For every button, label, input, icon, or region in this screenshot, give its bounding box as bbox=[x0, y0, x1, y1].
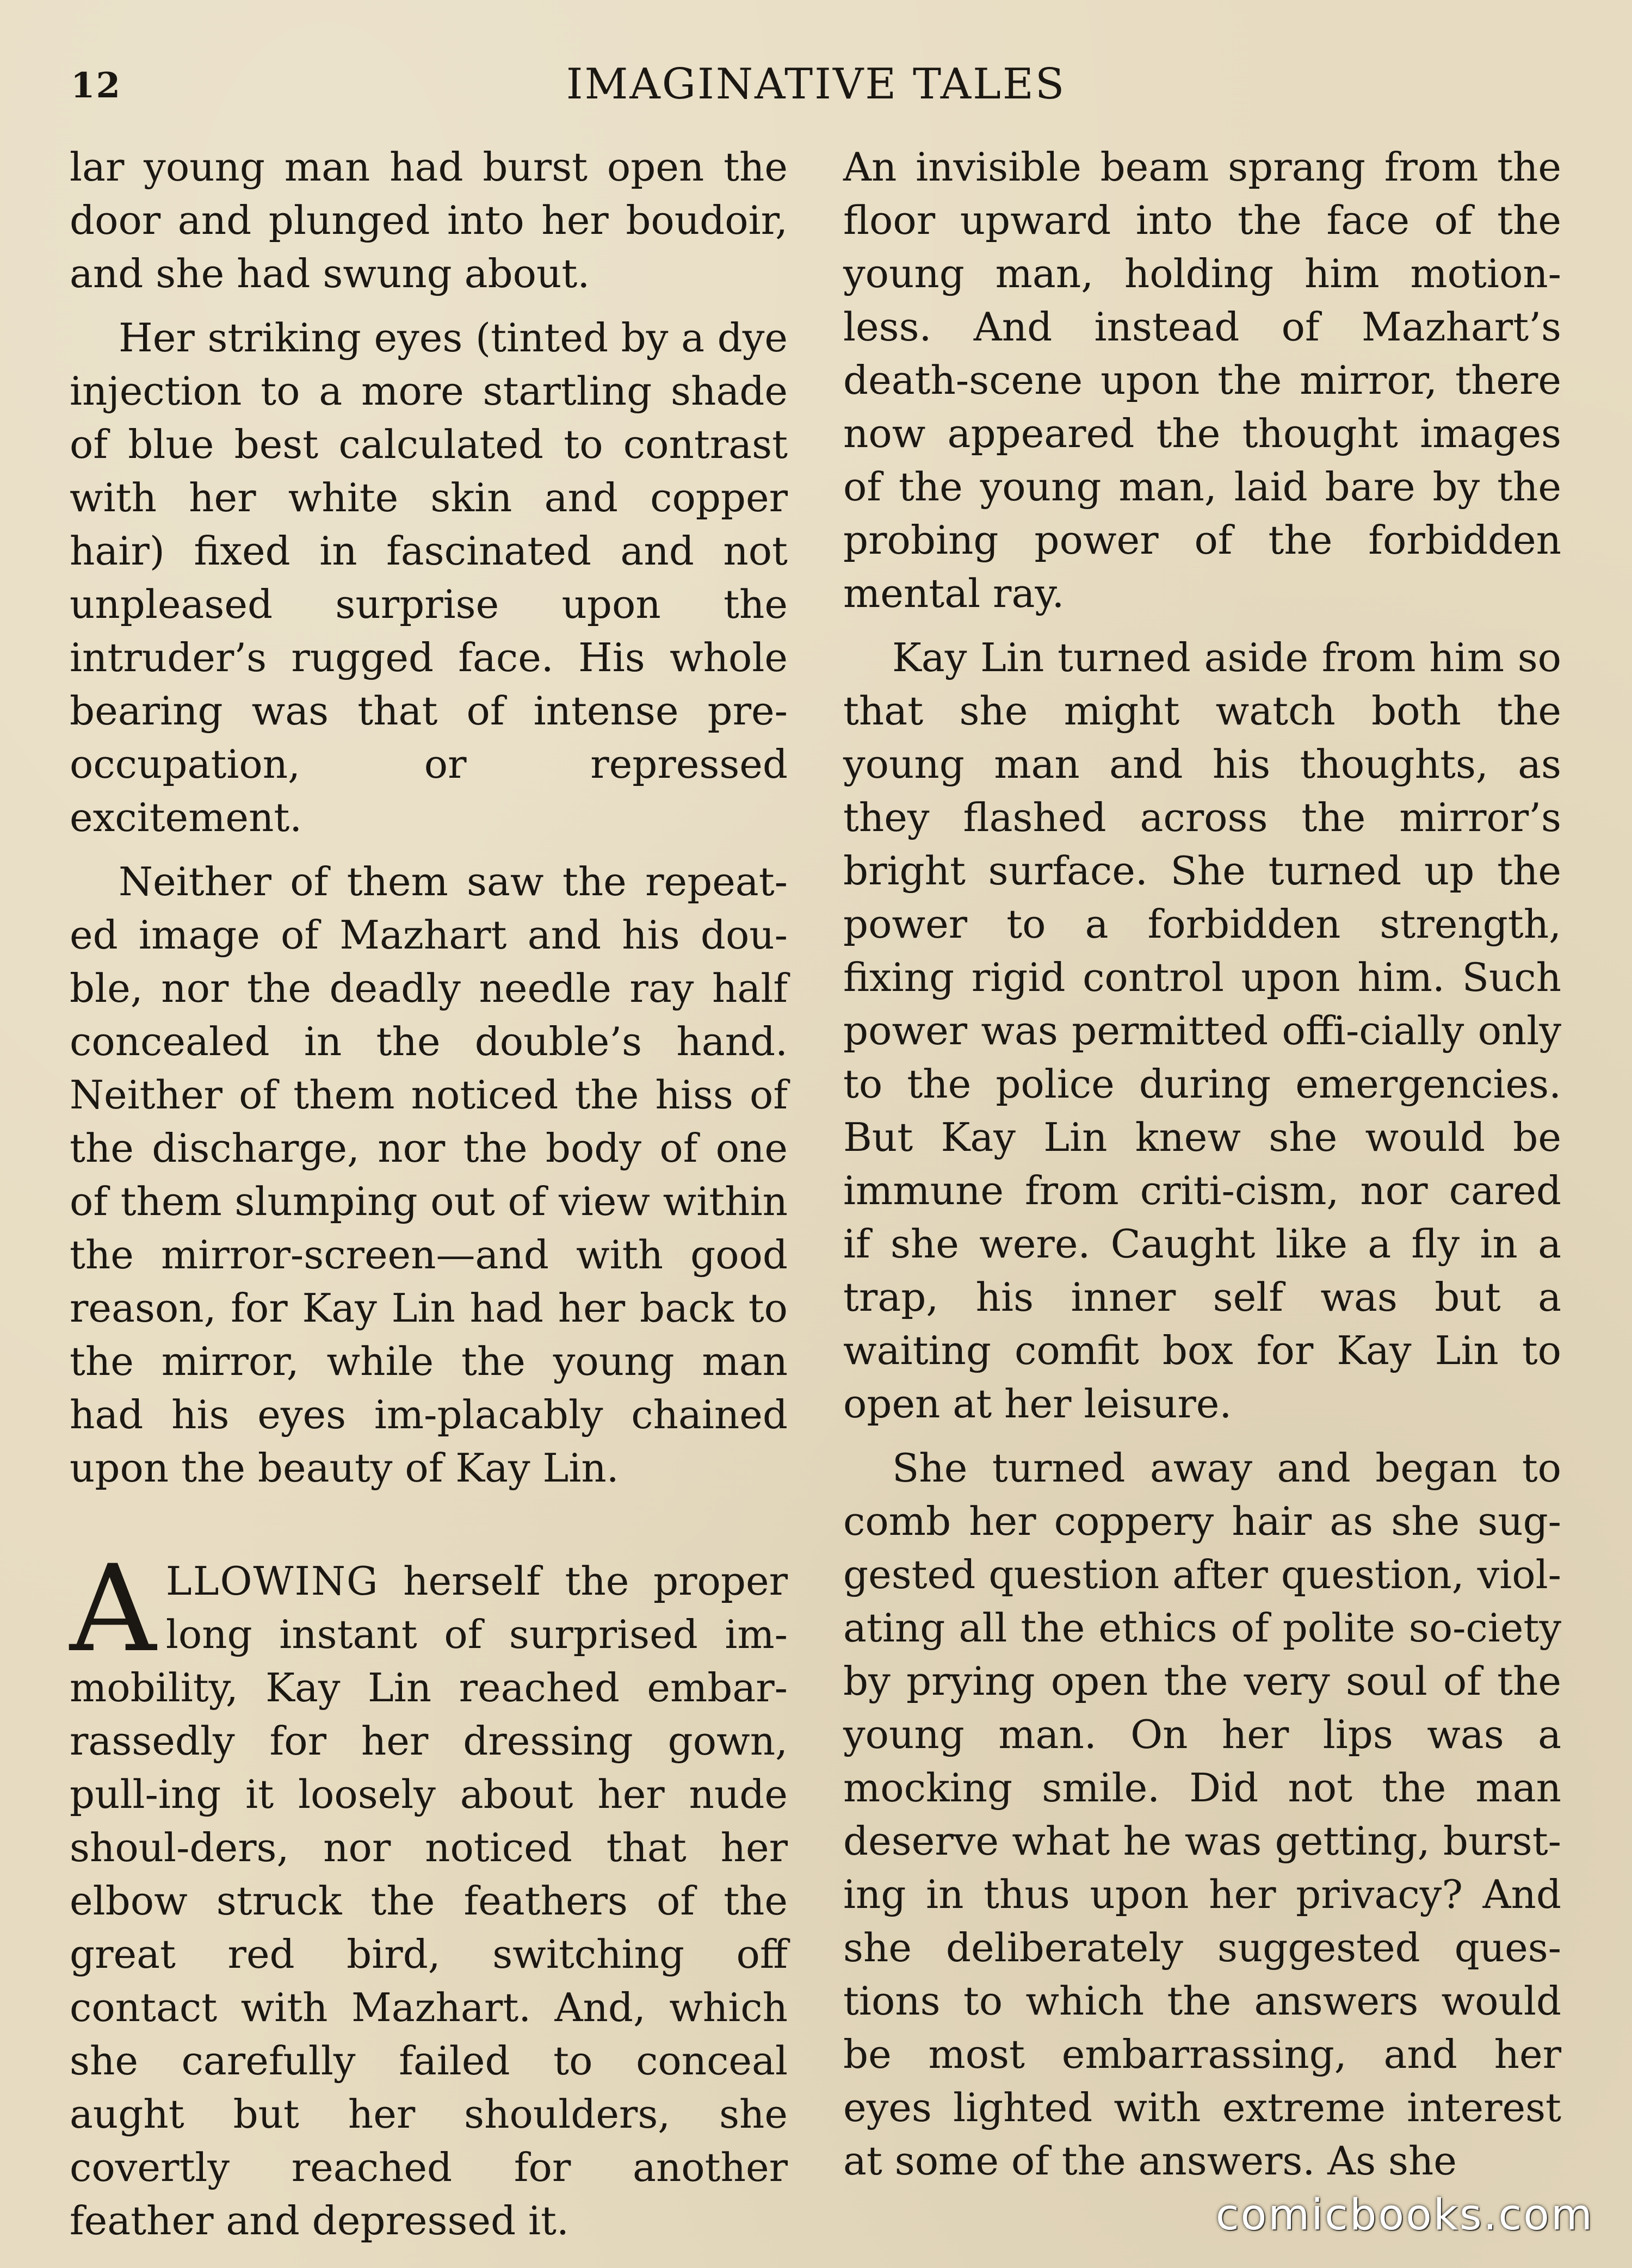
left-paragraph-4-text: herself the proper long instant of surprised im-mobility, Kay Lin reached embar-rassedly for her dressing gown, pull-ing it loosely about her nude shoul-ders, nor noticed that her elbow struck the feathers of the great red bird, switching off contact with Mazhart. And, which she carefully failed to conceal aught but her shoulders, she covertly reached for another feather and depressed it. bbox=[70, 1558, 788, 2244]
left-column bbox=[70, 140, 788, 2258]
left-paragraph-4 bbox=[70, 1539, 788, 2247]
right-paragraph-2: Kay Lin turned aside from him so that she might watch both the young man and his thoughts, as they flashed across the mirror’s bright surface. She turned up the power to a forbidden strength, fixing rigid control upon him. Such power was permitted offi-cially only to the police during emergencies. But Kay Lin knew she would be immune from criti-cism, nor cared if she were. Caught like a fly in a trap, his inner self was but a waiting comfit box for Kay Lin to open at her leisure. bbox=[843, 635, 1561, 1427]
right-paragraph-3: She turned away and began to comb her coppery hair as she sug-gested question after question, viol-ating all the ethics of polite so-ciety by prying open the very soul of the young man. On her lips was a mocking smile. Did not the man deserve what he was getting, burst-ing in thus upon her privacy? And she deliberately suggested ques-tions to which the answers would be most embarrassing, and her eyes lighted with extreme interest at some of the answers. As she bbox=[843, 1445, 1561, 2184]
drop-cap: A bbox=[70, 1539, 156, 1678]
right-paragraph-1: An invisible beam sprang from the floor upward into the face of the young man, holding him motion-less. And instead of Mazhart’s death-scene upon the mirror, there now appeared the thought images of the young man, laid bare by the probing power of the forbidden mental ray. bbox=[843, 144, 1561, 616]
section-opening-smallcaps: LLOWING bbox=[165, 1558, 379, 1604]
right-column bbox=[843, 140, 1561, 2198]
source-watermark: comicbooks.com bbox=[1215, 2191, 1594, 2240]
left-paragraph-3: Neither of them saw the repeat-ed image of Mazhart and his dou-ble, nor the deadly needle ray half concealed in the double’s hand. Neither of them noticed the hiss of the discharge, nor the body of one of them slumping out of view within the mirror-screen—and with good reason, for Kay Lin had her back to the mirror, while the young man had his eyes im-placably chained upon the beauty of Kay Lin. bbox=[70, 859, 788, 1491]
running-title: IMAGINATIVE TALES bbox=[566, 60, 1066, 109]
left-paragraph-1: lar young man had burst open the door and plunged into her boudoir, and she had swung about. bbox=[70, 144, 788, 296]
page-number: 12 bbox=[71, 65, 122, 106]
left-paragraph-2: Her striking eyes (tinted by a dye injection to a more startling shade of blue best calculated to contrast with her white skin and copper hair) fixed in fascinated and not unpleased surprise upon the intruder’s rugged face. His whole bearing was that of intense pre-occupation, or repressed excitement. bbox=[70, 315, 788, 840]
